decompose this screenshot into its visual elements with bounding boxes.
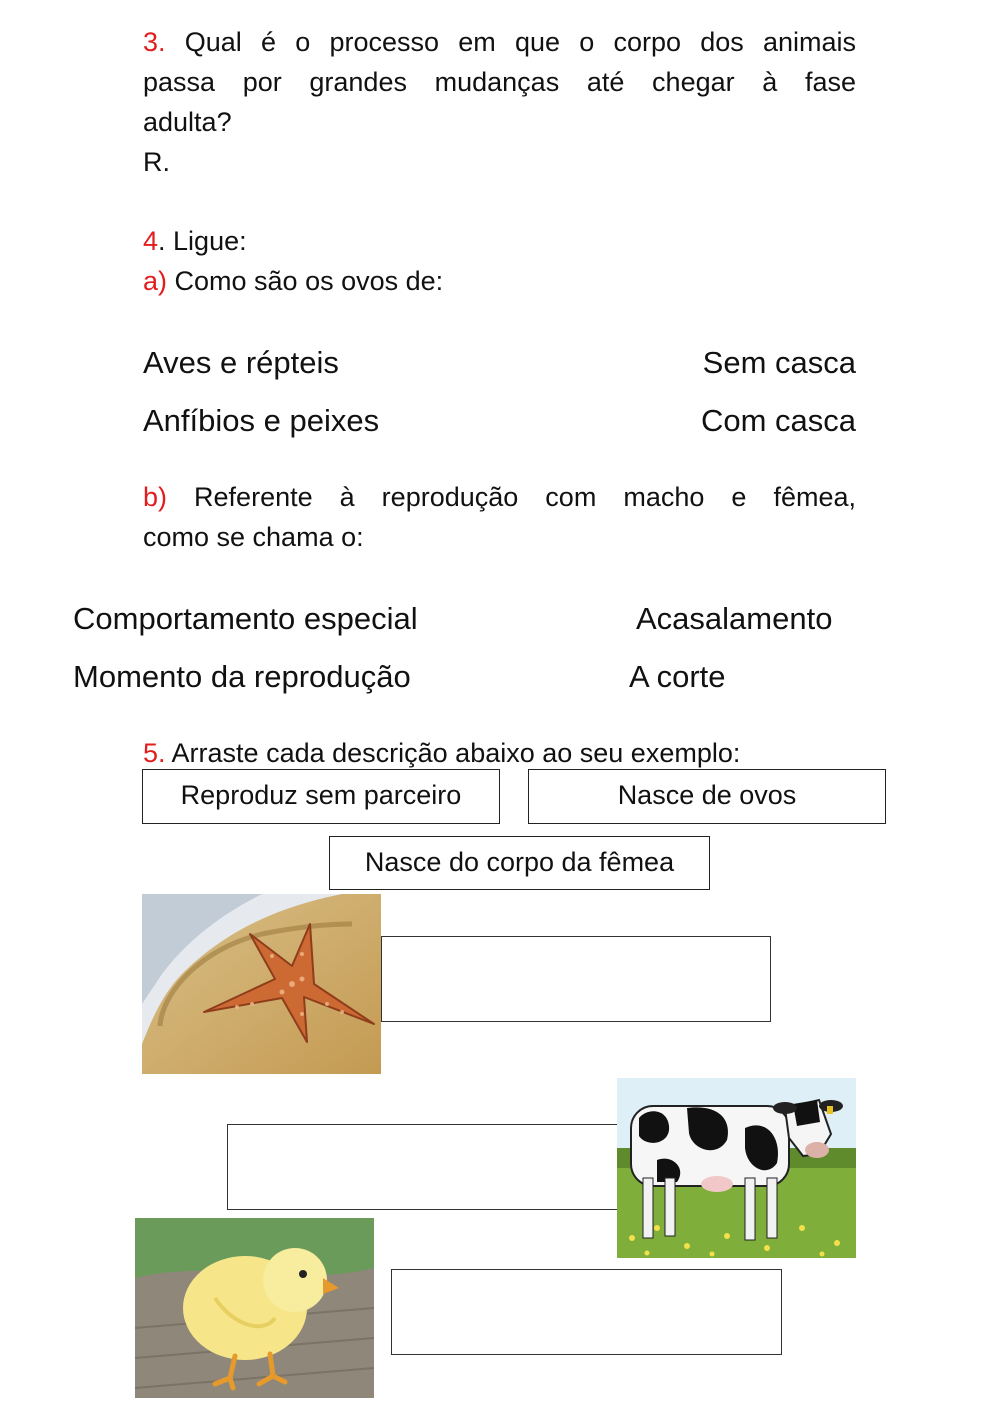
answer-label: R. (143, 147, 170, 177)
drop-zone-chick[interactable] (391, 1269, 782, 1355)
question-number: 5. (143, 738, 166, 768)
cow-image (617, 1078, 856, 1258)
question-number: 3. (143, 27, 166, 57)
question-4-header (143, 221, 856, 301)
match-left-item[interactable]: Comportamento especial (73, 601, 418, 636)
question-3-line: passa por grandes mudanças até chegar à fase (143, 67, 856, 97)
starfish-image (142, 894, 381, 1074)
match-right-item[interactable]: A corte (629, 659, 726, 694)
question-4b-line: como se chama o: (143, 522, 364, 552)
drop-zone-starfish[interactable] (381, 936, 771, 1022)
match-left-item[interactable]: Anfíbios e peixes (143, 403, 380, 438)
match-right-item[interactable]: Acasalamento (636, 601, 833, 636)
drag-option[interactable]: Nasce de ovos (528, 769, 886, 824)
question-3-line: adulta? (143, 107, 232, 137)
item-letter: b) (143, 482, 168, 512)
match-right-item[interactable]: Sem casca (702, 345, 856, 380)
item-letter: a) (143, 266, 168, 296)
drag-option[interactable]: Reproduz sem parceiro (142, 769, 500, 824)
question-3-line: 3. Qual é o processo em que o corpo dos animais (143, 27, 856, 57)
chick-image (135, 1218, 374, 1398)
question-3 (143, 22, 856, 182)
match-right-item[interactable]: Com casca (700, 403, 856, 438)
question-4-title: . Ligue: (158, 226, 247, 256)
drop-zone-cow[interactable] (227, 1124, 619, 1210)
question-4a-text: Como são os ovos de: (167, 266, 444, 296)
question-number: 4 (143, 226, 159, 256)
match-left-item[interactable]: Momento da reprodução (73, 659, 411, 694)
match-left-item[interactable]: Aves e répteis (143, 345, 339, 380)
drag-option[interactable]: Nasce do corpo da fêmea (329, 836, 710, 890)
question-4b: b) Referente à reprodução com macho e fêmea, como se chama o: (143, 477, 856, 557)
question-5: 5. Arraste cada descrição abaixo ao seu exemplo: (143, 738, 741, 768)
